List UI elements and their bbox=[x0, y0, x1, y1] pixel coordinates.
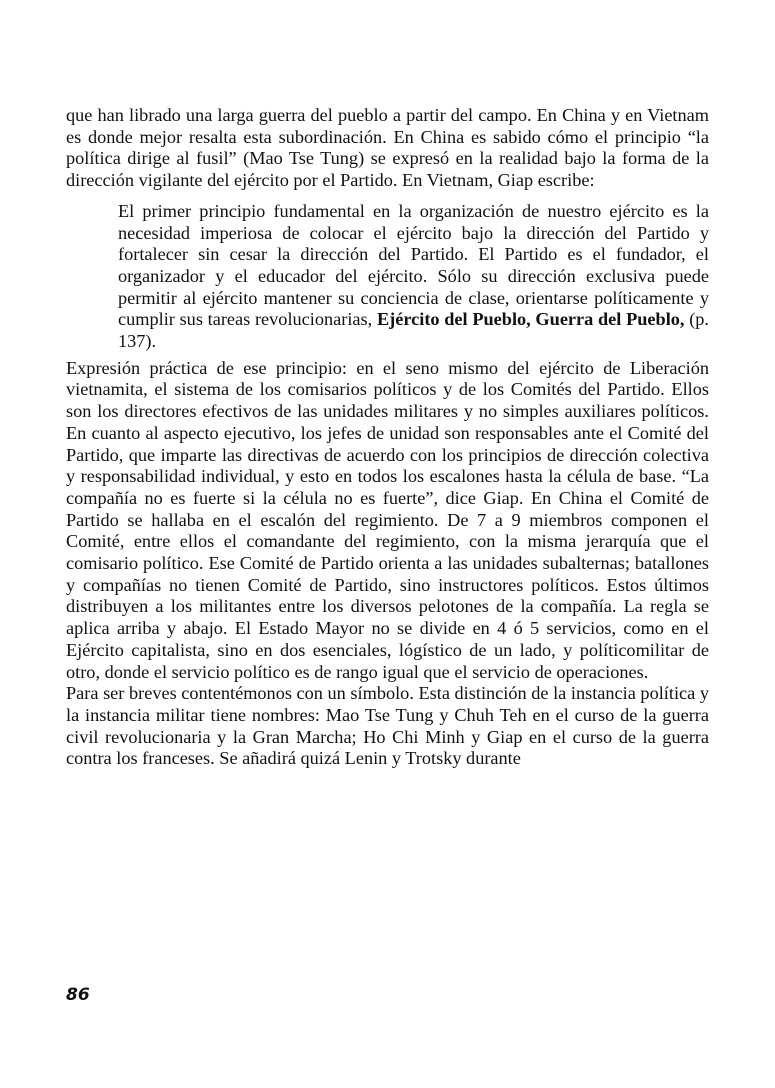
quotation-source-title: Ejército del Pueblo, Guerra del Pueblo, bbox=[376, 309, 685, 330]
paragraph-intro: que han librado una larga guerra del pueblo a partir del campo. En China y en Vietnam es donde mejor resalta esta subordinación. En China es sabido cómo el principio “la política dirige al fusil” (Mao Tse Tung) se expresó en la realidad bajo la forma de la dirección vigilante del ejército por el Partido. En Vietnam, Giap escribe: bbox=[66, 105, 709, 191]
giap-quotation bbox=[118, 201, 709, 353]
quotation-source-ref: (p. 137). bbox=[118, 309, 710, 352]
paragraph-symbol: Para ser breves contentémonos con un símbolo. Esta distinción de la instancia política y la instancia militar tiene nombres: Mao Tse Tung y Chuh Teh en el curso de la guerra civil revolucionaria y la Gran Marcha; Ho Chi Minh y Giap en el curso de la guerra contra los franceses. Se añadirá quizá Lenin y Trotsky durante bbox=[66, 683, 709, 769]
page-number: 86 bbox=[66, 985, 90, 1005]
paragraph-practical-expression: Expresión práctica de ese principio: en el seno mismo del ejército de Liberación vietnamita, el sistema de los comisarios políticos y de los Comités del Partido. Ellos son los directores efectivos de las unidades militares y no simples auxiliares políticos. En cuanto al aspecto ejecutivo, los jefes de unidad son responsables ante el Comité del Partido, que imparte las directivas de acuerdo con los principios de dirección colectiva y responsabilidad individual, y esto en todos los escalones hasta la célula de base. “La compañía no es fuerte si la célula no es fuerte”, dice Giap. En China el Comité de Partido se hallaba en el escalón del regimiento. De 7 a 9 miembros componen el Comité, entre ellos el comandante del regimiento, con la misma jerarquía que el comisario político. Ese Comité de Partido orienta a las unidades subalternas; batallones y compañías no tienen Comité de Partido, sino instructores políticos. Estos últimos distribuyen a los militantes entre los diversos pelotones de la compañía. La regla se aplica arriba y abajo. El Estado Mayor no se divide en 4 ó 5 servicios, como en el Ejército capitalista, sino en dos esenciales, lógístico de un lado, y políticomilitar de otro, donde el servicio político es de rango igual que el servicio de operaciones. bbox=[66, 357, 709, 682]
quotation-text: El primer principio fundamental en la organización de nuestro ejército es la necesidad imperiosa de colocar el ejército bajo la dirección del Partido y fortalecer sin cesar la dirección del Partido. El Partido es el fundador, el organizador y el educador del ejército. Sólo su dirección exclusiva puede permitir al ejército mantener su conciencia de clase, orientarse políticamente y cumplir sus tareas revolucionarias, bbox=[118, 200, 709, 330]
page-body bbox=[66, 105, 709, 770]
